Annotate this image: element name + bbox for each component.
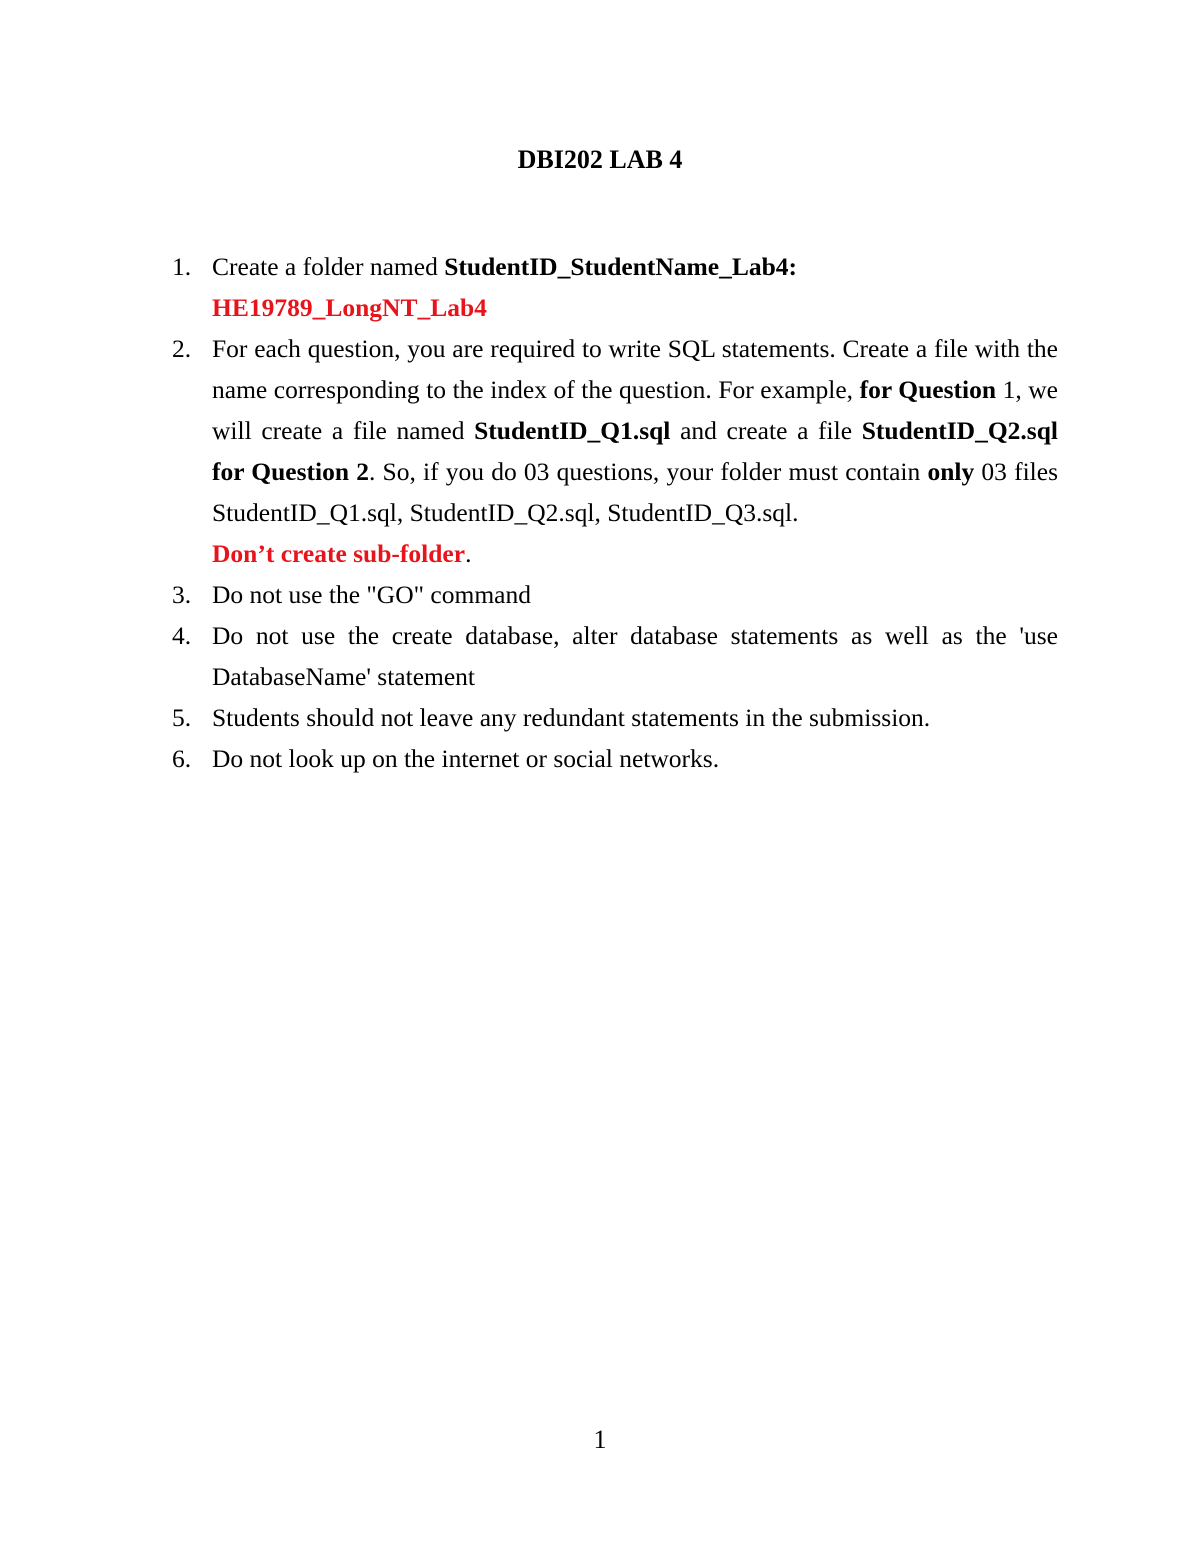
document-title: DBI202 LAB 4 <box>517 145 683 174</box>
bold-text: StudentID_Q1.sql <box>474 416 671 445</box>
text-run: . <box>465 539 472 568</box>
item-number: 6. <box>172 744 192 773</box>
warning-text: Don’t create sub-folder <box>212 539 466 568</box>
list-item <box>172 615 1058 697</box>
text-run: and create a file <box>670 416 862 445</box>
text-run: . So, if you do 03 questions, your folder must contain <box>368 457 928 486</box>
list-item <box>172 328 1058 574</box>
bold-text: StudentID_Q2.sql for Question 2 <box>212 416 1058 486</box>
list-item <box>172 738 1058 779</box>
item-number: 2. <box>172 334 192 363</box>
item-text: Students should not leave any redundant statements in the submission. <box>212 703 931 732</box>
bold-text: only <box>927 457 975 486</box>
item-text: Do not use the create database, alter database statements as well as the 'use DatabaseName' statement <box>212 621 1058 691</box>
example-text: HE19789_LongNT_Lab4 <box>212 293 487 322</box>
bold-text: for Question <box>859 375 997 404</box>
folder-name-pattern: StudentID_StudentName_Lab4: <box>444 252 798 281</box>
item-number: 4. <box>172 621 192 650</box>
list-item <box>172 574 1058 615</box>
item-text: Do not look up on the internet or social networks. <box>212 744 720 773</box>
item-number: 5. <box>172 703 192 732</box>
list-item <box>172 246 1058 328</box>
text-run: Create a folder named <box>212 252 445 281</box>
text-run: 03 files StudentID_Q1.sql, StudentID_Q2.sql, StudentID_Q3.sql. <box>212 457 1058 527</box>
folder-name-example <box>212 287 1058 328</box>
page-number: 1 <box>593 1425 607 1454</box>
item-number: 3. <box>172 580 192 609</box>
item-text <box>212 246 1058 287</box>
item-number: 1. <box>172 252 192 281</box>
warning-line <box>212 533 1058 574</box>
list-item <box>172 697 1058 738</box>
text-run: For each question, you are required to write SQL statements. Create a file with the name corresponding to the index of the question. For example, <box>212 334 1058 404</box>
text-run: 1, we will create a file named <box>212 375 1058 445</box>
item-text: Do not use the "GO" command <box>212 580 531 609</box>
instruction-list <box>172 246 1058 779</box>
item-text <box>212 328 1058 533</box>
